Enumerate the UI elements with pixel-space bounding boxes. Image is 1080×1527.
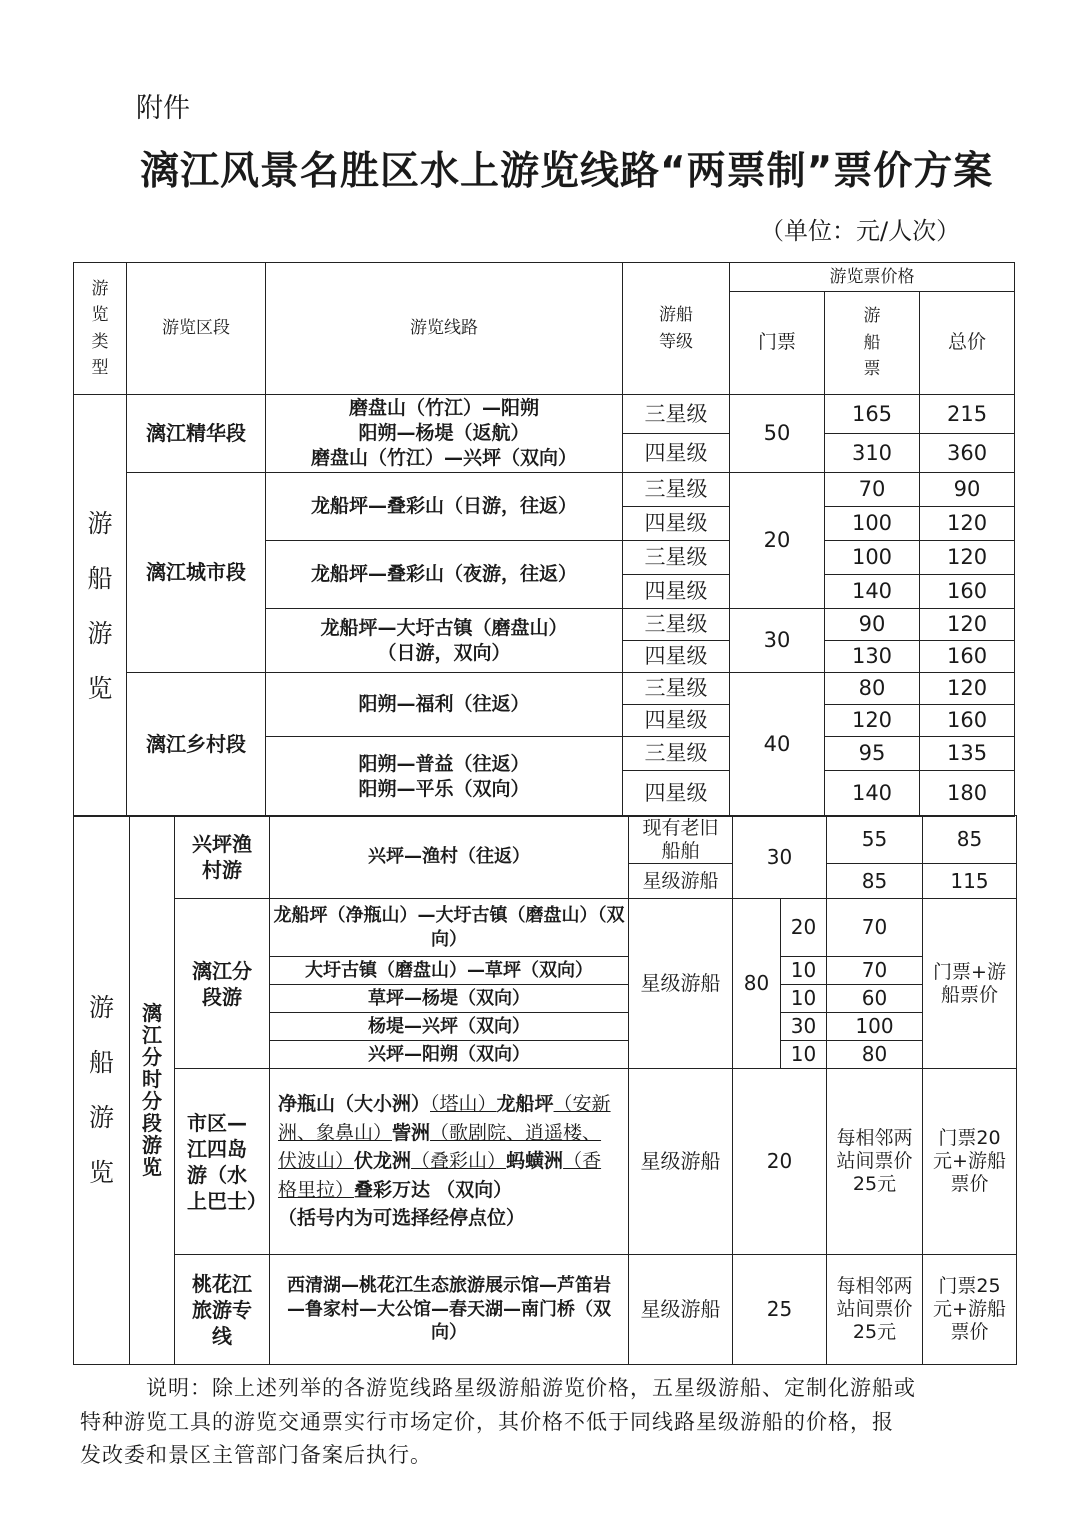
boat-price: 100 [825,507,920,541]
route-fenduan: 草坪—杨堤（双向） [270,985,629,1013]
boat-price: 120 [825,705,920,737]
header-route: 游览线路 [266,263,623,395]
total-price: 160 [920,705,1015,737]
header-grade: 游船等级 [623,263,730,395]
section-bus: 市区—江四岛游（水上巴士） [175,1069,270,1255]
route-city-daxu: 龙船坪—大圩古镇（磨盘山） （日游，双向） [266,609,623,673]
grade-cell: 星级游船 [629,1255,733,1365]
boat-price: 165 [825,395,920,434]
route-rural-other: 阳朔—普益（往返） 阳朔—平乐（双向） [266,737,623,817]
sub-entry: 10 [781,985,827,1013]
grade-cell: 三星级 [623,395,730,434]
route-city-night: 龙船坪—叠彩山（夜游，往返） [266,541,623,609]
entry-price: 30 [733,816,827,899]
section-jinghua: 漓江精华段 [127,395,266,473]
total-price: 120 [920,507,1015,541]
boat-price: 85 [827,864,923,899]
boat-price: 60 [827,985,923,1013]
section-fenduan: 漓江分段游 [175,899,270,1069]
boat-price: 90 [825,609,920,641]
sub-entry: 20 [781,899,827,957]
boat-price: 70 [825,473,920,507]
grade-cell: 星级游船 [629,899,733,1069]
total-price: 120 [920,673,1015,705]
boat-price: 310 [825,434,920,473]
total-price: 360 [920,434,1015,473]
section-xingping: 兴坪渔村游 [175,816,270,899]
grade-cell: 现有老旧船舶 [629,816,733,864]
route-xingping: 兴坪—渔村（往返） [270,816,629,899]
boat-price: 55 [827,816,923,864]
sub-entry: 10 [781,1041,827,1069]
price-table-part1 [73,262,1015,817]
grade-cell: 三星级 [623,673,730,705]
boat-price: 140 [825,575,920,609]
total-price: 90 [920,473,1015,507]
route-city-day: 龙船坪—叠彩山（日游，往返） [266,473,623,541]
entry-price: 25 [733,1255,827,1365]
unit-label: （单位：元/人次） [760,217,961,245]
entry-price: 40 [730,673,825,817]
sub-entry: 10 [781,957,827,985]
header-section: 游览区段 [127,263,266,395]
total-price: 115 [923,864,1017,899]
type-cell: 游船游览 [74,395,127,817]
header-type: 游览类型 [74,263,127,395]
route-jinghua: 磨盘山（竹江）—阳朔 阳朔—杨堤（返航） 磨盘山（竹江）—兴坪（双向） [266,395,623,473]
total-price: 215 [920,395,1015,434]
grade-cell: 三星级 [623,473,730,507]
price-table-part2 [73,815,1017,1365]
section-rural: 漓江乡村段 [127,673,266,817]
boat-price: 每相邻两站间票价25元 [827,1069,923,1255]
attachment-label: 附件 [136,93,190,124]
total-price: 180 [920,771,1015,817]
boat-price: 70 [827,899,923,957]
grade-cell: 三星级 [623,609,730,641]
grade-cell: 四星级 [623,771,730,817]
boat-price: 95 [825,737,920,771]
total-price: 160 [920,641,1015,673]
header-boat: 游船票 [825,292,920,395]
entry-price: 80 [733,899,781,1069]
total-price: 门票20元+游船票价 [923,1069,1017,1255]
section-city: 漓江城市段 [127,473,266,673]
grade-cell: 三星级 [623,541,730,575]
total-price: 120 [920,541,1015,575]
boat-price: 每相邻两站间票价25元 [827,1255,923,1365]
grade-cell: 四星级 [623,641,730,673]
header-price-group: 游览票价格 [730,263,1015,292]
page-title: 漓江风景名胜区水上游览线路“两票制”票价方案 [140,149,994,194]
section-taohua: 桃花江旅游专线 [175,1255,270,1365]
grade-cell: 三星级 [623,737,730,771]
grade-cell: 四星级 [623,705,730,737]
header-total: 总价 [920,292,1015,395]
entry-price: 20 [730,473,825,609]
entry-price: 50 [730,395,825,473]
type-cell: 游船游览 [74,816,130,1365]
entry-price: 20 [733,1069,827,1255]
grade-cell: 星级游船 [629,864,733,899]
route-fenduan: 龙船坪（净瓶山）—大圩古镇（磨盘山）（双向） [270,899,629,957]
grade-cell: 星级游船 [629,1069,733,1255]
header-entry: 门票 [730,292,825,395]
note-text: 说明：除上述列举的各游览线路星级游船游览价格，五星级游船、定制化游船或 特种游览工具的游览交通票实行市场定价，其价格不低于同线路星级游船的价格，报 发改委和景区主管部门备案后执行。 [80,1376,916,1468]
route-fenduan: 杨堤—兴坪（双向） [270,1013,629,1041]
boat-price: 70 [827,957,923,985]
total-price: 135 [920,737,1015,771]
grade-cell: 四星级 [623,507,730,541]
boat-price: 130 [825,641,920,673]
boat-price: 100 [825,541,920,575]
boat-price: 80 [827,1041,923,1069]
grade-cell: 四星级 [623,575,730,609]
route-rural-fuli: 阳朔—福利（往返） [266,673,623,737]
total-price: 120 [920,609,1015,641]
boat-price: 140 [825,771,920,817]
boat-price: 80 [825,673,920,705]
total-price: 门票25元+游船票价 [923,1255,1017,1365]
route-bus: 净瓶山（大小洲）（塔山）龙船坪（安新洲、象鼻山）訾洲（歌剧院、逍遥楼、伏波山）伏龙洲（叠彩山）蚂蟥洲（香格里拉）叠彩万达 （双向） （括号内为可选择经停点位） [270,1069,629,1255]
route-taohua: 西清湖—桃花江生态旅游展示馆—芦笛岩—鲁家村—大公馆—春天湖—南门桥（双向） [270,1255,629,1365]
total-price: 门票+游船票价 [923,899,1017,1069]
total-price: 85 [923,816,1017,864]
route-fenduan: 兴坪—阳朔（双向） [270,1041,629,1069]
entry-price: 30 [730,609,825,673]
total-price: 160 [920,575,1015,609]
boat-price: 100 [827,1013,923,1041]
route-fenduan: 大圩古镇（磨盘山）—草坪（双向） [270,957,629,985]
subtype-cell: 漓江分时分段游览 [130,816,175,1365]
sub-entry: 30 [781,1013,827,1041]
grade-cell: 四星级 [623,434,730,473]
